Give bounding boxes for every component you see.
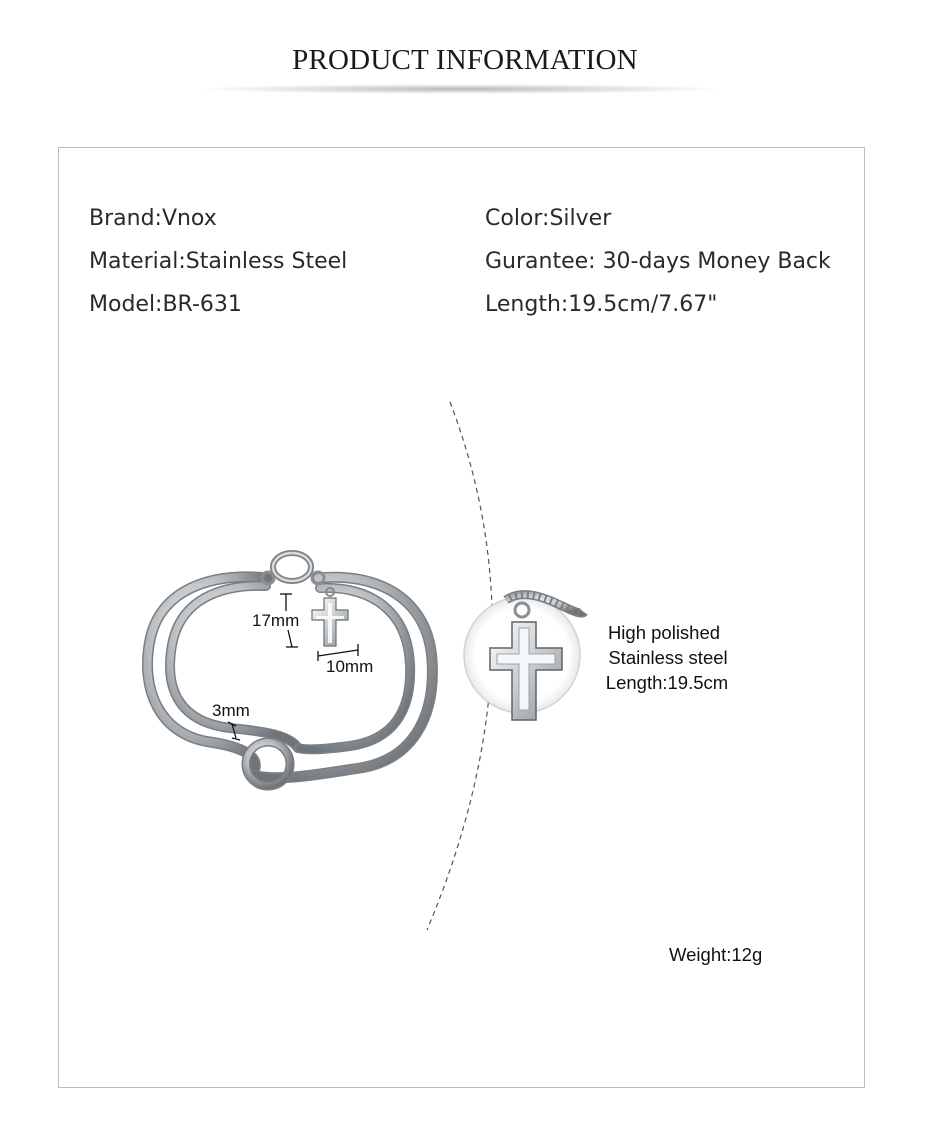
spec-color: Color:Silver [485,206,612,231]
spec-length: Length:19.5cm/7.67" [485,292,718,317]
spec-brand: Brand:Vnox [89,206,217,231]
callout-line-1: High polished [607,622,721,643]
spec-guarantee: Gurantee: 30-days Money Back [485,249,831,274]
dimension-pendant-width: 10mm [326,657,374,676]
dimension-chain-width: 3mm [212,701,250,720]
page-title: PRODUCT INFORMATION [292,44,638,76]
zoom-circle [464,595,584,720]
weight-label: Weight:12g [669,944,763,965]
spec-material: Material:Stainless Steel [89,249,348,274]
callout-line-2: Stainless steel [608,647,728,668]
dimension-pendant-height: 17mm [252,611,300,630]
spec-model: Model:BR-631 [89,292,242,317]
bracelet-chain [148,577,433,786]
cross-pendant-icon [312,588,348,646]
callout-line-3: Length:19.5cm [605,672,729,693]
